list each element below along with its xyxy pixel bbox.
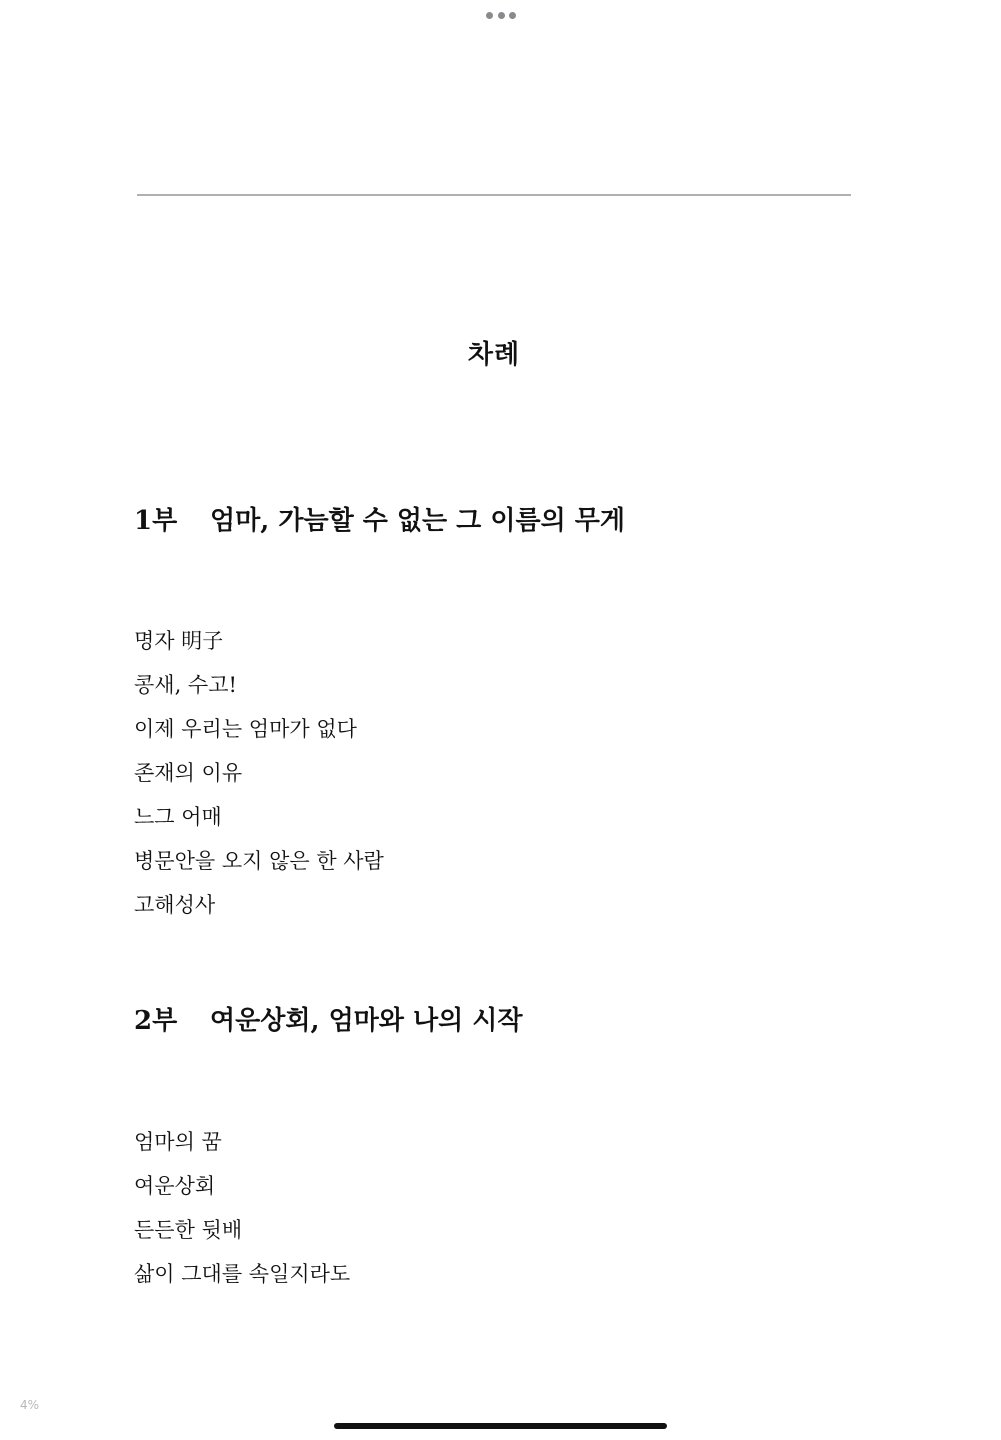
chapter-link[interactable]: 든든한 뒷배 [134, 1218, 243, 1242]
dot [509, 12, 516, 19]
chapter-link[interactable]: 이제 우리는 엄마가 없다 [134, 717, 357, 741]
part-number: 2부 [134, 1006, 178, 1036]
dot [486, 12, 493, 19]
chapter-link[interactable]: 명자 明子 [134, 629, 224, 653]
header-divider [137, 194, 851, 196]
part-heading-1 [134, 500, 625, 537]
part-title: 여운상회, 엄마와 나의 시작 [210, 1006, 523, 1036]
part-heading-2 [134, 1000, 522, 1037]
reading-progress: 4% [20, 1398, 40, 1412]
chapter-link[interactable]: 콩새, 수고! [134, 673, 237, 697]
dot [498, 12, 505, 19]
chapter-link[interactable]: 삶이 그대를 속일지라도 [134, 1262, 351, 1286]
part-number: 1부 [134, 506, 178, 536]
chapter-link[interactable]: 엄마의 꿈 [134, 1130, 222, 1154]
chapter-link[interactable]: 여운상회 [134, 1174, 216, 1198]
more-options-ellipsis-icon[interactable] [486, 10, 516, 20]
chapter-link[interactable]: 병문안을 오지 않은 한 사람 [134, 849, 384, 873]
chapter-list-part-1 [134, 626, 384, 934]
chapter-link[interactable]: 느그 어매 [134, 805, 222, 829]
page-title: 차례 [467, 340, 521, 370]
part-title: 엄마, 가늠할 수 없는 그 이름의 무게 [210, 506, 625, 536]
home-indicator[interactable] [334, 1423, 667, 1429]
chapter-link[interactable]: 존재의 이유 [134, 761, 243, 785]
chapter-link[interactable]: 고해성사 [134, 893, 216, 917]
chapter-list-part-2 [134, 1127, 350, 1303]
